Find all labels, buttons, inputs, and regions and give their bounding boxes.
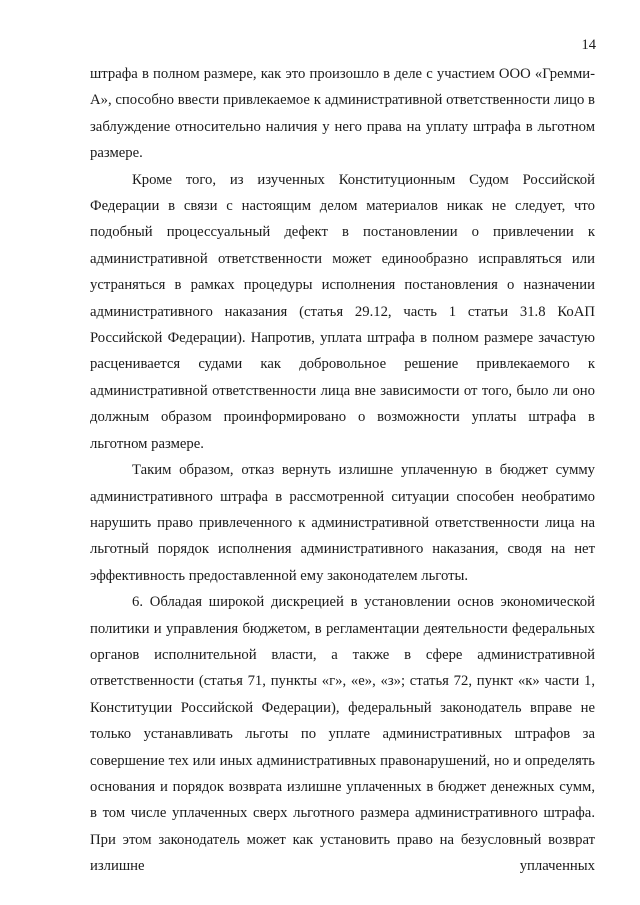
paragraph-conclusion: Таким образом, отказ вернуть излишне уплаченную в бюджет сумму административного штрафа в рассмотренной ситуации способен необратимо нарушить право привлеченного к административной ответственности лица на льготный порядок исполнения административного наказания, сводя на нет эффективность предоставленной ему законодателем льготы. [90, 462, 595, 584]
page-number: 14 [581, 37, 596, 53]
paragraph-section-6: 6. Обладая широкой дискрецией в установлении основ экономической политики и управления бюджетом, в регламентации деятельности федеральных органов исполнительной власти, а также в сфере административной ответственности (статья 71, пункты «г», «е», «з»; статья 72, пункт «к» части 1, Конституции Российской Федерации), федеральный законодатель вправе не только устанавливать льготы по уплате административных штрафов за совершение тех или иных административных правонарушений, но и определять основания и порядок возврата излишне уплаченных в бюджет денежных сумм, в том числе уплаченных сверх льготного размера административного штрафа. При этом законодатель может как установить право на безусловный возврат излишне уплаченных [90, 594, 595, 875]
document-body [90, 61, 595, 880]
paragraph-continuation: штрафа в полном размере, как это произошло в деле с участием ООО «Гремми-А», способно ввести привлекаемое к административной ответственности лицо в заблуждение относительно наличия у него права на уплату штрафа в льготном размере. [90, 66, 595, 162]
paragraph-constitutional-court-materials: Кроме того, из изученных Конституционным Судом Российской Федерации в связи с настоящим делом материалов никак не следует, что подобный процессуальный дефект в постановлении о привлечении к административной ответственности может единообразно исправляться или устраняться в рамках процедуры исполнения постановления о назначении административного наказания (статья 29.12, часть 1 статьи 31.8 КоАП Российской Федерации). Напротив, уплата штрафа в полном размере зачастую расценивается судами как добровольное решение привлекаемого к административной ответственности лица вне зависимости от того, было ли оно должным образом проинформировано о возможности уплаты штрафа в льготном размере. [90, 171, 595, 452]
